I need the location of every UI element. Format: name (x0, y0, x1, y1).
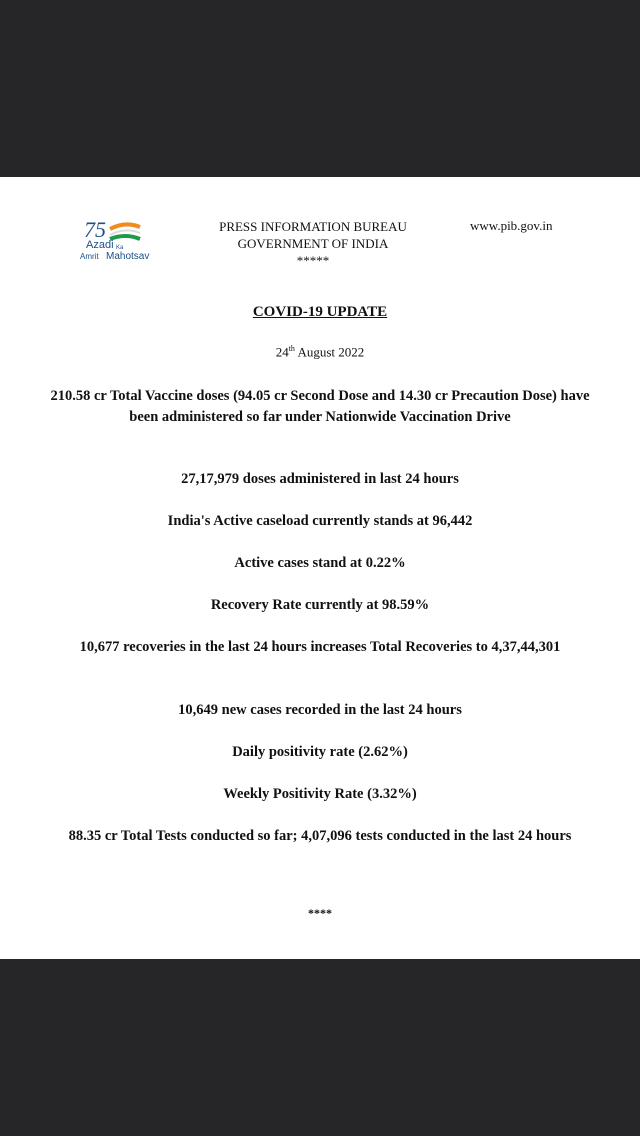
date-rest: August 2022 (294, 344, 365, 360)
logo-text-amrit: Amrit (80, 252, 99, 261)
end-marker: **** (308, 906, 332, 920)
date-day: 24 (275, 344, 289, 360)
logo-numeral: 75 (84, 217, 106, 242)
azadi-ka-amrit-mahotsav-logo (80, 217, 170, 267)
press-release-document (0, 177, 640, 959)
update-item-total-tests: 88.35 cr Total Tests conducted so far; 4,07,096 tests conducted in the last 24 hours (68, 828, 572, 844)
website-url: www.pib.gov.in (470, 218, 553, 233)
update-item-new-cases: 10,649 new cases recorded in the last 24 hours (178, 702, 462, 718)
update-item-daily-positivity: Daily positivity rate (2.62%) (232, 744, 408, 760)
bureau-name: PRESS INFORMATION BUREAU (219, 219, 407, 234)
bureau-stars: ***** (296, 253, 330, 268)
update-item-recoveries: 10,677 recoveries in the last 24 hours increases Total Recoveries to 4,37,44,301 (79, 639, 561, 655)
update-item-recovery-rate: Recovery Rate currently at 98.59% (210, 597, 430, 613)
update-item-active-cases-percent: Active cases stand at 0.22% (234, 555, 406, 571)
update-item-weekly-positivity: Weekly Positivity Rate (3.32%) (223, 786, 417, 802)
logo-text-ka: Ka (116, 245, 124, 251)
page-title: COVID-19 UPDATE (252, 304, 388, 320)
logo-text-azadi: Azadi (86, 239, 114, 251)
issuer-heading (200, 218, 426, 269)
update-item-vaccine-doses: 210.58 cr Total Vaccine doses (94.05 cr Second Dose and 14.30 cr Precaution Dose) have been administered so far under Nationwide Vaccination Drive (50, 388, 590, 425)
government-name: GOVERNMENT OF INDIA (237, 236, 389, 251)
logo-text-mahotsav: Mahotsav (106, 251, 150, 262)
update-item-active-caseload: India's Active caseload currently stands at 96,442 (167, 513, 473, 529)
update-item-doses-24h: 27,17,979 doses administered in last 24 hours (181, 471, 459, 487)
release-date (0, 344, 640, 360)
date-suffix: th (288, 344, 295, 353)
